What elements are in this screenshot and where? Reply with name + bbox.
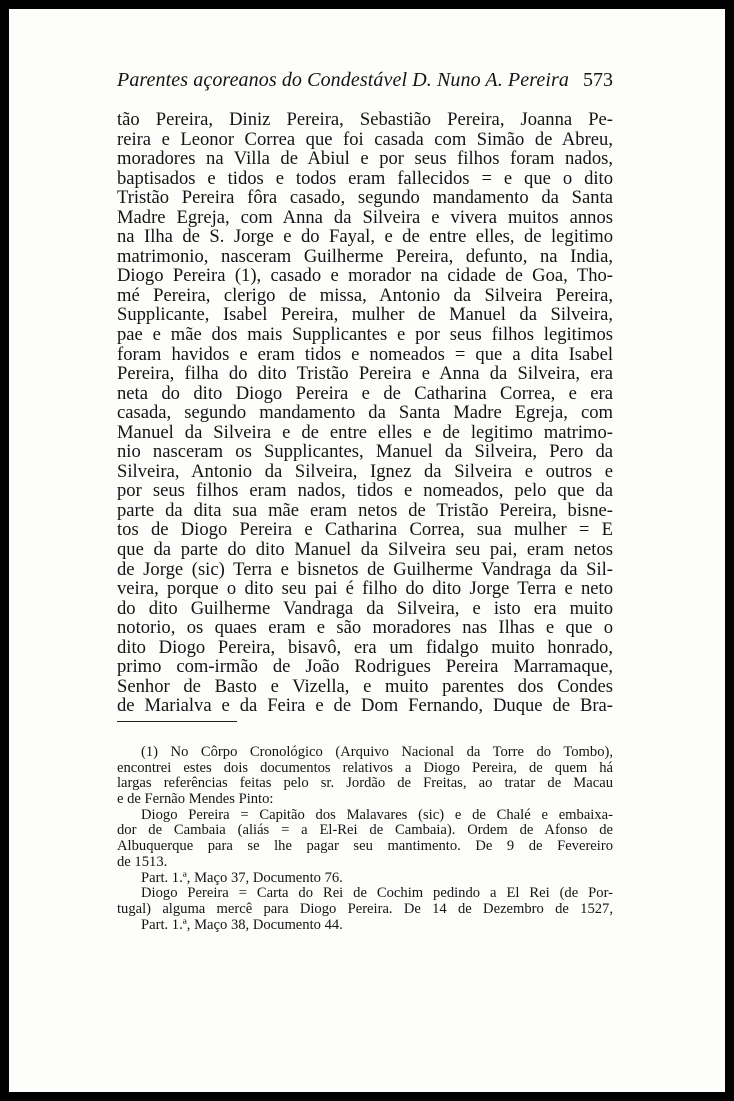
running-head [117, 69, 613, 99]
body-line: notorio, os quaes eram e são moradores nas Ilhas e que o [117, 617, 613, 639]
body-line: parte da dita sua mãe eram netos de Tristão Pereira, bisne- [117, 499, 613, 521]
body-line: matrimonio, nasceram Guilherme Pereira, defunto, na India, [117, 245, 613, 267]
body-line: Silveira, Antonio da Silveira, Ignez da Silveira e outros e [117, 460, 613, 482]
body-line: casada, segundo mandamento da Santa Madre Egreja, com [117, 402, 613, 424]
footnote-line: tugal) alguma mercê para Diogo Pereira. De 14 de Dezembro de 1527, [117, 900, 613, 917]
body-line: na Ilha de S. Jorge e do Fayal, e de entre elles, de legitimo [117, 226, 613, 248]
running-title: Parentes açoreanos do Condestável D. Nuno A. Pereira [117, 69, 569, 91]
body-line: Pereira, filha do dito Tristão Pereira e Anna da Silveira, era [117, 363, 613, 385]
body-line: Manuel da Silveira e de entre elles e de legitimo matrimo- [117, 421, 613, 443]
body-line: Supplicante, Isabel Pereira, mulher de Manuel da Silveira, [117, 304, 613, 326]
body-line: dito Diogo Pereira, bisavô, era um fidalgo muito honrado, [117, 636, 613, 658]
footnote-line: Diogo Pereira = Capitão dos Malavares (sic) e de Chalé e embaixa- [141, 806, 613, 823]
footnote-line: dor de Cambaia (aliás = a El-Rei de Cambaia). Ordem de Afonso de [117, 822, 613, 839]
book-page [9, 9, 725, 1092]
body-line: mé Pereira, clerigo de missa, Antonio da Silveira Pereira, [117, 284, 613, 306]
body-line: do dito Guilherme Vandraga da Silveira, e isto era muito [117, 597, 613, 619]
footnotes [117, 745, 613, 933]
body-line: tos de Diogo Pereira e Catharina Correa, sua mulher = E [117, 519, 613, 541]
body-line: primo com-irmão de João Rodrigues Pereira Marramaque, [117, 656, 613, 678]
footnote-line: e de Fernão Mendes Pinto: [117, 791, 274, 808]
footnote-line: (1) No Côrpo Cronológico (Arquivo Nacional da Torre do Tombo), [141, 744, 613, 760]
body-line: Tristão Pereira fôra casado, segundo mandamento da Santa [117, 187, 613, 209]
body-line: pae e mãe dos mais Supplicantes e por seus filhos legitimos [117, 324, 613, 346]
body-line: Diogo Pereira (1), casado e morador na cidade de Goa, Tho- [117, 265, 613, 287]
body-line: reira e Leonor Correa que foi casada com Simão de Abreu, [117, 128, 613, 150]
footnote-line: Part. 1.ª, Maço 38, Documento 44. [141, 916, 343, 933]
footnote-line: largas referências feitas pelo sr. Jordão de Freitas, ao tratar de Macau [117, 775, 613, 792]
footnote-line: Albuquerque para se lhe pagar seu mantimento. De 9 de Fevereiro [117, 838, 613, 855]
footnote-line: de 1513. [117, 853, 168, 870]
body-line: foram havidos e eram tidos e nomeados = que a dita Isabel [117, 343, 613, 365]
body-line: de Marialva e da Feira e de Dom Fernando, Duque de Bra- [117, 695, 613, 717]
body-line: de Jorge (sic) Terra e bisnetos de Guilherme Vandraga da Sil- [117, 558, 613, 580]
body-line: nio nasceram os Supplicantes, Manuel da Silveira, Pero da [117, 441, 613, 463]
footnote-line: Diogo Pereira = Carta do Rei de Cochim pedindo a El Rei (de Por- [141, 885, 613, 902]
body-line: que da parte do dito Manuel da Silveira seu pai, eram netos [117, 539, 613, 561]
body-line: baptisados e tidos e todos eram fallecidos = e que o dito [117, 167, 613, 189]
body-text [117, 110, 613, 716]
body-line: Madre Egreja, com Anna da Silveira e vivera muitos annos [117, 206, 613, 228]
footnote-separator [117, 721, 237, 722]
body-line: veira, porque o dito seu pai é filho do dito Jorge Terra e neto [117, 578, 613, 600]
footnote-line: encontrei estes dois documentos relativos a Diogo Pereira, de quem há [117, 759, 613, 776]
body-line: por seus filhos eram nados, tidos e nomeados, pelo que da [117, 480, 613, 502]
footnote-line: Part. 1.ª, Maço 37, Documento 76. [141, 869, 343, 886]
page-number: 573 [583, 69, 613, 91]
body-line: Senhor de Basto e Vizella, e muito parentes dos Condes [117, 675, 613, 697]
body-line: moradores na Villa de Abiul e por seus filhos foram nados, [117, 148, 613, 170]
body-line: tão Pereira, Diniz Pereira, Sebastião Pereira, Joanna Pe- [117, 109, 613, 130]
body-line: neta do dito Diogo Pereira e de Catharina Correa, e era [117, 382, 613, 404]
